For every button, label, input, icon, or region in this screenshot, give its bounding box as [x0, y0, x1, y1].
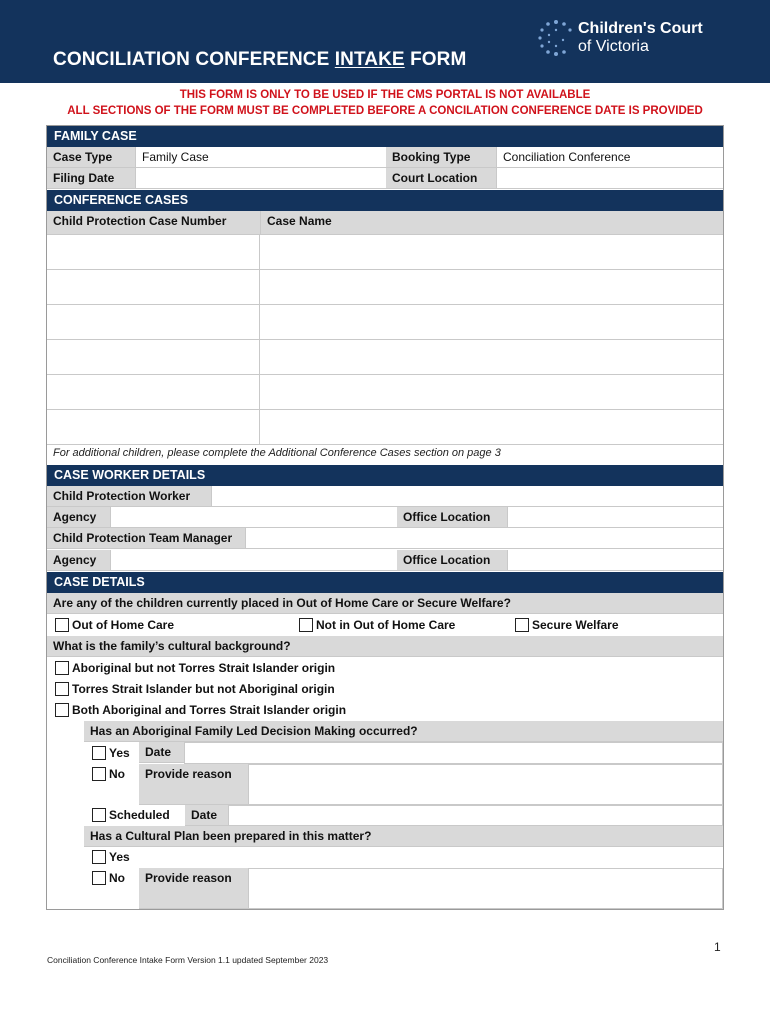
- table-row[interactable]: [47, 340, 723, 375]
- checkbox-plan-no[interactable]: No: [92, 869, 125, 887]
- checkbox-icon[interactable]: [92, 808, 106, 822]
- table-row[interactable]: [47, 375, 723, 410]
- table-row[interactable]: [47, 235, 723, 270]
- case-number-cell[interactable]: [47, 305, 260, 339]
- case-number-cell[interactable]: [47, 270, 260, 304]
- col-case-name-header: Case Name: [260, 211, 723, 235]
- checkbox-afldm-no[interactable]: No: [92, 765, 125, 783]
- cp-worker-field[interactable]: [211, 486, 723, 507]
- section-conference-cases: CONFERENCE CASES: [47, 190, 723, 211]
- table-row[interactable]: [47, 410, 723, 445]
- checkbox-aboriginal[interactable]: Aboriginal but not Torres Strait Islander origin: [55, 659, 335, 677]
- afldm-date-field[interactable]: [184, 742, 723, 764]
- form-title: CONCILIATION CONFERENCE INTAKE FORM: [53, 49, 467, 70]
- filing-date-label: Filing Date: [47, 168, 135, 189]
- booking-type-label: Booking Type: [386, 147, 496, 168]
- checkbox-torres-strait[interactable]: Torres Strait Islander but not Aboriginal origin: [55, 680, 335, 698]
- case-number-cell[interactable]: [47, 235, 260, 269]
- court-location-label: Court Location: [386, 168, 496, 189]
- court-logo: [536, 18, 716, 58]
- checkbox-afldm-scheduled[interactable]: Scheduled: [92, 806, 170, 824]
- checkbox-icon[interactable]: [55, 661, 69, 675]
- logo-text-line2: of Victoria: [578, 38, 649, 55]
- court-location-field[interactable]: [496, 168, 723, 189]
- question-cultural-background: What is the family’s cultural background?: [47, 636, 723, 657]
- checkbox-icon[interactable]: [55, 618, 69, 632]
- checkbox-not-in-out-of-home-care[interactable]: Not in Out of Home Care: [299, 616, 455, 634]
- checkbox-afldm-yes[interactable]: Yes: [92, 744, 130, 762]
- checkbox-icon[interactable]: [299, 618, 313, 632]
- team-manager-label: Child Protection Team Manager: [47, 528, 245, 549]
- agency-label: Agency: [47, 507, 110, 528]
- table-row[interactable]: [47, 305, 723, 340]
- case-number-cell[interactable]: [47, 410, 260, 444]
- checkbox-secure-welfare[interactable]: Secure Welfare: [515, 616, 619, 634]
- office-location-2-field[interactable]: [507, 550, 723, 571]
- office-location-2-label: Office Location: [397, 550, 507, 571]
- checkbox-icon[interactable]: [55, 703, 69, 717]
- agency-2-label: Agency: [47, 550, 110, 571]
- scheduled-date-field[interactable]: [228, 805, 723, 826]
- checkbox-icon[interactable]: [515, 618, 529, 632]
- col-case-number-header: Child Protection Case Number: [47, 211, 260, 235]
- checkbox-plan-yes[interactable]: Yes: [92, 848, 130, 866]
- section-case-worker: CASE WORKER DETAILS: [47, 465, 723, 486]
- checkbox-icon[interactable]: [92, 850, 106, 864]
- plan-reason-field[interactable]: [248, 868, 723, 909]
- logo-text-line1: Children's Court: [578, 20, 703, 37]
- question-cultural-plan: Has a Cultural Plan been prepared in this matter?: [84, 826, 723, 847]
- page-number: 1: [714, 940, 721, 954]
- case-number-cell[interactable]: [47, 375, 260, 409]
- checkbox-out-of-home-care[interactable]: Out of Home Care: [55, 616, 174, 634]
- checkbox-both[interactable]: Both Aboriginal and Torres Strait Islander origin: [55, 701, 346, 719]
- office-location-label: Office Location: [397, 507, 507, 528]
- section-family-case: FAMILY CASE: [47, 126, 723, 147]
- afldm-reason-field[interactable]: [248, 764, 723, 805]
- case-type-value[interactable]: Family Case: [135, 147, 386, 168]
- agency-field[interactable]: [110, 507, 397, 528]
- question-out-of-home-care: Are any of the children currently placed in Out of Home Care or Secure Welfare?: [47, 593, 723, 614]
- section-case-details: CASE DETAILS: [47, 572, 723, 593]
- filing-date-field[interactable]: [135, 168, 386, 189]
- checkbox-icon[interactable]: [92, 871, 106, 885]
- warning-line-1: THIS FORM IS ONLY TO BE USED IF THE CMS PORTAL IS NOT AVAILABLE: [179, 89, 591, 101]
- checkbox-icon[interactable]: [55, 682, 69, 696]
- case-type-label: Case Type: [47, 147, 135, 168]
- checkbox-icon[interactable]: [92, 746, 106, 760]
- question-afldm: Has an Aboriginal Family Led Decision Making occurred?: [84, 721, 723, 742]
- agency-2-field[interactable]: [110, 550, 397, 571]
- checkbox-icon[interactable]: [92, 767, 106, 781]
- additional-cases-note: For additional children, please complete the Additional Conference Cases section on page 3: [53, 447, 501, 459]
- team-manager-field[interactable]: [245, 528, 723, 549]
- logo-dots-icon: [536, 18, 576, 58]
- cp-worker-label: Child Protection Worker: [47, 486, 211, 507]
- plan-reason-label: Provide reason: [139, 868, 248, 909]
- office-location-field[interactable]: [507, 507, 723, 528]
- footer-version: Conciliation Conference Intake Form Version 1.1 updated September 2023: [47, 955, 329, 965]
- case-number-cell[interactable]: [47, 340, 260, 374]
- table-row[interactable]: [47, 270, 723, 305]
- afldm-reason-label: Provide reason: [139, 764, 248, 805]
- warning-line-2: ALL SECTIONS OF THE FORM MUST BE COMPLETED BEFORE A CONCILATION CONFERENCE DATE IS PROVIDED: [67, 105, 703, 117]
- scheduled-date-label: Date: [185, 805, 228, 826]
- booking-type-value[interactable]: Conciliation Conference: [496, 147, 723, 168]
- afldm-date-label: Date: [139, 742, 184, 763]
